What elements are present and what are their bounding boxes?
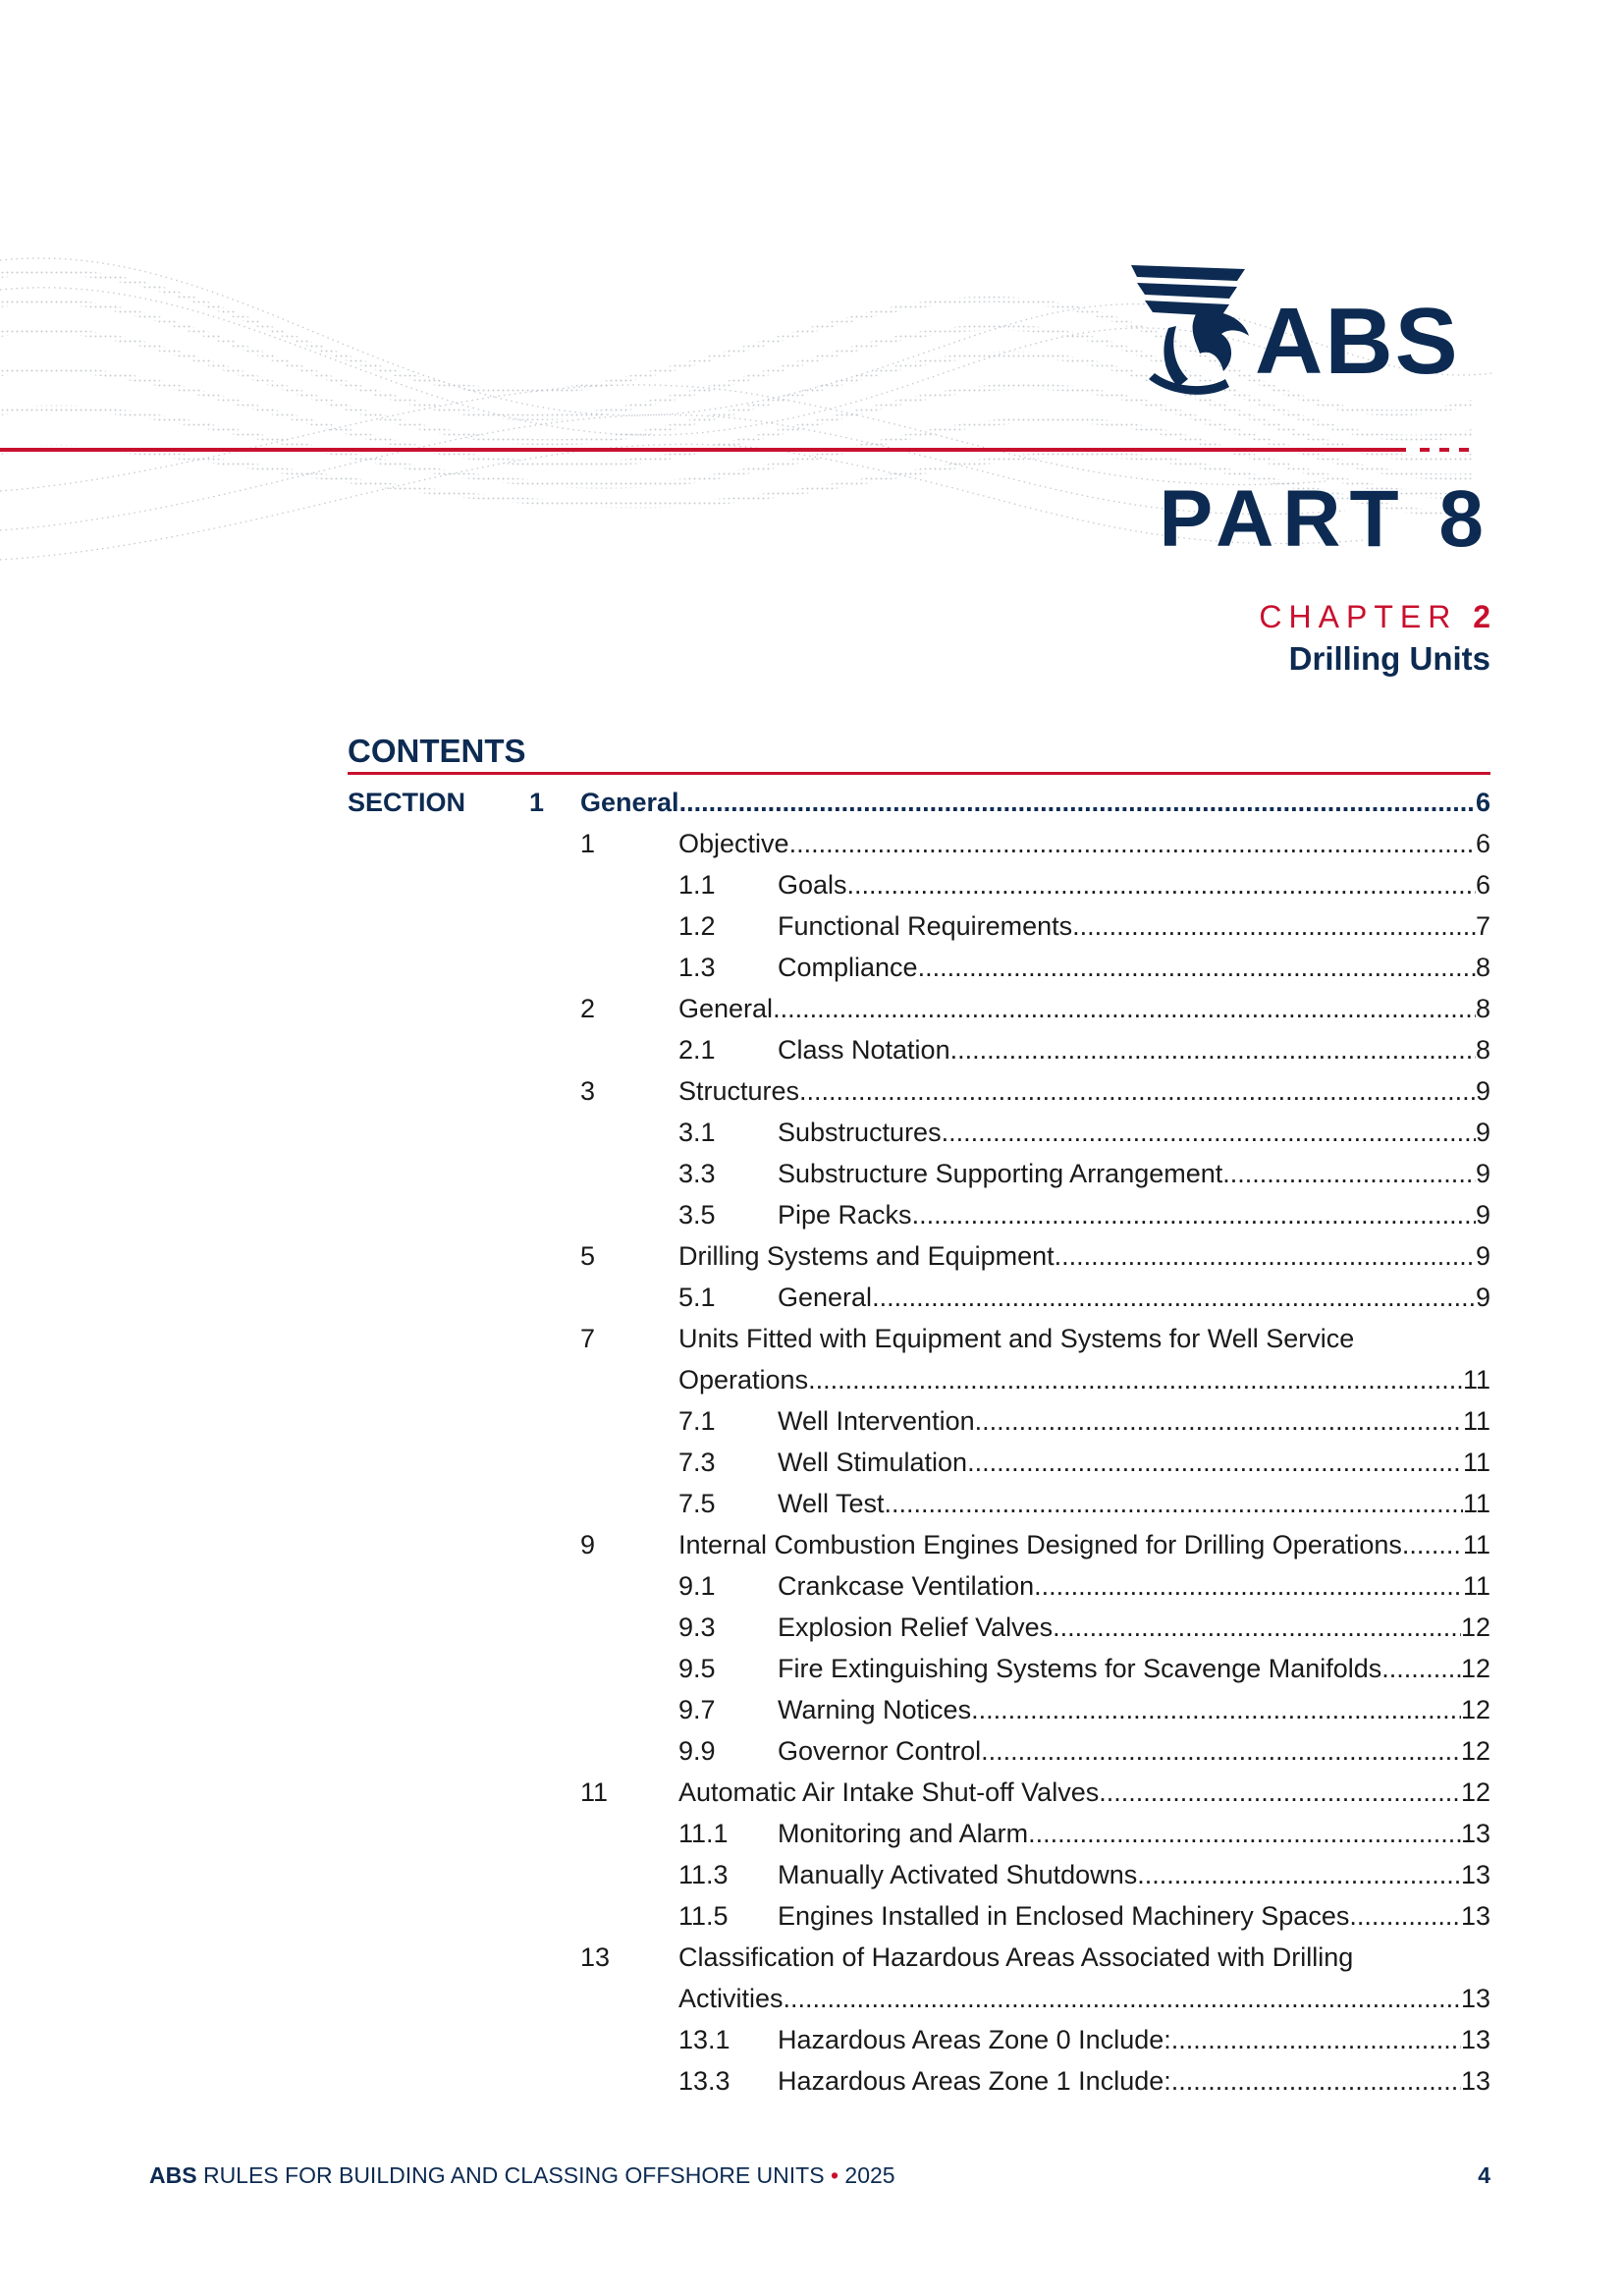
dot-leader: [1171, 2066, 1461, 2097]
toc-entry[interactable]: [348, 1483, 1490, 1524]
toc-leader: [778, 1200, 1490, 1230]
dot-leader: [784, 1984, 1461, 2014]
section-number: 1: [529, 788, 545, 817]
toc-leader: [778, 1118, 1490, 1148]
entry-number: 9.7: [678, 1695, 716, 1724]
toc-leader: [778, 911, 1490, 942]
entry-title: Compliance: [778, 953, 918, 982]
entry-page: 13: [1460, 1819, 1490, 1848]
entry-title: Well Intervention: [778, 1406, 975, 1436]
toc-entry[interactable]: [348, 1112, 1490, 1153]
toc-leader: [778, 1654, 1490, 1684]
toc-leader: [778, 1159, 1490, 1189]
entry-page: 13: [1460, 1984, 1490, 2013]
entry-number: 7.1: [678, 1406, 716, 1436]
page-number: 4: [1478, 2162, 1490, 2188]
toc-leader: [778, 1448, 1490, 1478]
dot-leader: [1349, 1901, 1461, 1932]
toc-entry[interactable]: [348, 1442, 1490, 1483]
entry-page: 9: [1475, 1118, 1490, 1147]
toc-entry[interactable]: [348, 1937, 1490, 2019]
toc-entry[interactable]: [348, 1895, 1490, 1937]
toc-leader: [778, 1613, 1490, 1643]
entry-page: 6: [1475, 829, 1490, 858]
dot-leader: [847, 870, 1476, 901]
entry-page: 12: [1460, 1613, 1490, 1642]
entry-number: 5.1: [678, 1283, 716, 1312]
toc-entry[interactable]: [348, 1235, 1490, 1277]
toc-entry[interactable]: [348, 864, 1490, 905]
entry-title: Objective: [678, 829, 789, 858]
entry-title: Pipe Racks: [778, 1200, 912, 1230]
entry-number: 9.9: [678, 1736, 716, 1766]
toc-leader: [678, 1984, 1490, 2014]
toc-entry[interactable]: [348, 947, 1490, 988]
entry-page: 12: [1460, 1777, 1490, 1807]
toc-leader: [778, 1035, 1490, 1066]
entry-page: 11: [1462, 1571, 1490, 1601]
toc-leader: [778, 2025, 1490, 2055]
dot-leader: [981, 1736, 1461, 1767]
dot-leader: [1402, 1530, 1463, 1560]
entry-page: 11: [1462, 1530, 1490, 1559]
toc-leader: [678, 1076, 1490, 1107]
entry-number: 3.5: [678, 1200, 716, 1230]
dot-leader: [789, 829, 1476, 859]
entry-number: 5: [580, 1241, 596, 1271]
entry-page: 9: [1475, 1076, 1490, 1106]
entry-number: 3.1: [678, 1118, 716, 1147]
entry-page: 13: [1460, 2025, 1490, 2054]
chapter-word: CHAPTER: [1259, 599, 1458, 634]
dot-leader: [1055, 1241, 1476, 1272]
toc-section-row[interactable]: [348, 782, 1490, 823]
entry-page: 9: [1475, 1283, 1490, 1312]
toc-entry[interactable]: [348, 1772, 1490, 1813]
entry-number: 9: [580, 1530, 596, 1559]
entry-page: 13: [1460, 2066, 1490, 2096]
entry-number: 11: [580, 1777, 609, 1807]
entry-page: 8: [1475, 953, 1490, 982]
red-dash: [1439, 448, 1449, 452]
entry-page: 11: [1462, 1365, 1490, 1394]
part-title: PART 8: [1159, 474, 1492, 564]
entry-page: 8: [1475, 994, 1490, 1023]
table-of-contents: [348, 782, 1490, 2102]
entry-title: Structures: [678, 1076, 800, 1106]
entry-title: Explosion Relief Valves: [778, 1613, 1054, 1642]
toc-leader: [678, 1530, 1490, 1560]
dot-leader: [950, 1035, 1476, 1066]
entry-title: Substructure Supporting Arrangement: [778, 1159, 1223, 1188]
dot-leader: [1171, 2025, 1461, 2055]
entry-number: 11.1: [678, 1819, 729, 1848]
toc-leader: [580, 788, 1490, 818]
entry-page: 11: [1462, 1406, 1490, 1436]
toc-entry[interactable]: [348, 1524, 1490, 1565]
toc-entry[interactable]: [348, 1400, 1490, 1442]
toc-leader: [778, 1736, 1490, 1767]
entry-page: 9: [1475, 1241, 1490, 1271]
toc-entry[interactable]: [348, 988, 1490, 1029]
entry-title: Operations: [678, 1365, 809, 1394]
toc-entry[interactable]: [348, 905, 1490, 947]
dot-leader: [912, 1200, 1476, 1230]
entry-number: 9.3: [678, 1613, 716, 1642]
dot-leader: [1222, 1159, 1476, 1189]
chapter-title: Drilling Units: [1288, 640, 1490, 677]
entry-title: Drilling Systems and Equipment: [678, 1241, 1055, 1271]
entry-title: Monitoring and Alarm: [778, 1819, 1029, 1848]
dot-leader: [1381, 1654, 1461, 1684]
entry-title: Warning Notices: [778, 1695, 972, 1724]
toc-entry[interactable]: [348, 1029, 1490, 1070]
entry-number: 11.5: [678, 1901, 729, 1931]
toc-entry[interactable]: [348, 1813, 1490, 1854]
entry-page: 8: [1475, 1035, 1490, 1065]
section-page: 6: [1475, 788, 1490, 817]
toc-leader: [678, 994, 1490, 1024]
toc-entry[interactable]: [348, 1854, 1490, 1895]
entry-number: 1.2: [678, 911, 716, 941]
entry-page: 6: [1475, 870, 1490, 900]
dot-leader: [679, 788, 1476, 818]
toc-leader: [678, 1365, 1490, 1395]
toc-entry[interactable]: [348, 1689, 1490, 1730]
toc-entry[interactable]: [348, 1277, 1490, 1318]
dot-leader: [975, 1406, 1463, 1437]
entry-title: Automatic Air Intake Shut-off Valves: [678, 1777, 1100, 1807]
toc-entry[interactable]: [348, 2019, 1490, 2060]
entry-number: 2: [580, 994, 596, 1023]
toc-leader: [778, 2066, 1490, 2097]
toc-entry[interactable]: [348, 1318, 1490, 1400]
toc-leader: [678, 1777, 1490, 1808]
entry-title: Fire Extinguishing Systems for Scavenge Manifolds: [778, 1654, 1382, 1683]
dot-leader: [799, 1076, 1476, 1107]
toc-leader: [778, 1819, 1490, 1849]
entry-title: Class Notation: [778, 1035, 950, 1065]
entry-number: 7: [580, 1324, 596, 1353]
toc-leader: [678, 1241, 1490, 1272]
entry-title: Engines Installed in Enclosed Machinery Spaces: [778, 1901, 1350, 1931]
entry-title: Functional Requirements: [778, 911, 1073, 941]
entry-number: 13: [580, 1942, 611, 1972]
toc-entry[interactable]: [348, 1648, 1490, 1689]
dot-leader: [1034, 1571, 1463, 1602]
dot-leader: [1072, 911, 1476, 942]
toc-entry[interactable]: [348, 823, 1490, 864]
entry-page: 11: [1462, 1489, 1490, 1518]
entry-title-line1: Classification of Hazardous Areas Associated with Drilling: [678, 1942, 1354, 1972]
entry-title: General: [778, 1283, 873, 1312]
toc-entry[interactable]: [348, 1070, 1490, 1112]
toc-entry[interactable]: [348, 1153, 1490, 1194]
dot-leader: [885, 1489, 1463, 1519]
entry-number: 2.1: [678, 1035, 716, 1065]
toc-entry[interactable]: [348, 1607, 1490, 1648]
toc-leader: [778, 1283, 1490, 1313]
toc-entry[interactable]: [348, 1565, 1490, 1607]
dot-leader: [942, 1118, 1476, 1148]
dot-leader: [971, 1695, 1461, 1725]
toc-leader: [778, 1571, 1490, 1602]
dot-leader: [918, 953, 1476, 983]
entry-number: 1.3: [678, 953, 716, 982]
toc-leader: [778, 1901, 1490, 1932]
entry-title: Hazardous Areas Zone 1 Include:: [778, 2066, 1171, 2096]
entry-number: 3.3: [678, 1159, 716, 1188]
entry-title: Governor Control: [778, 1736, 982, 1766]
toc-entry[interactable]: [348, 2060, 1490, 2102]
entry-page: 12: [1460, 1736, 1490, 1766]
entry-title: Well Test: [778, 1489, 885, 1518]
entry-number: 1.1: [678, 870, 716, 900]
footer-title: RULES FOR BUILDING AND CLASSING OFFSHORE UNITS: [202, 2162, 825, 2188]
dot-leader: [773, 994, 1476, 1024]
entry-title-line1: Units Fitted with Equipment and Systems for Well Service: [678, 1324, 1355, 1353]
section-title: General: [580, 788, 679, 817]
entry-number: 7.3: [678, 1448, 716, 1477]
contents-red-rule: [348, 772, 1490, 775]
eagle-emblem-icon: [1127, 257, 1265, 395]
footer-bullet: •: [830, 2162, 839, 2188]
chapter-number: 2: [1473, 599, 1490, 634]
entry-title: Hazardous Areas Zone 0 Include:: [778, 2025, 1171, 2054]
dot-leader: [1099, 1777, 1461, 1808]
section-label: SECTION: [348, 788, 466, 817]
abs-logo-wordmark: ABS: [1255, 289, 1460, 394]
entry-page: 7: [1475, 911, 1490, 941]
entry-page: 9: [1475, 1200, 1490, 1230]
toc-leader: [778, 1695, 1490, 1725]
toc-entry[interactable]: [348, 1194, 1490, 1235]
entry-title: General: [678, 994, 774, 1023]
page-footer: [149, 2164, 1490, 2187]
entry-page: 11: [1462, 1448, 1490, 1477]
entry-number: 11.3: [678, 1860, 729, 1889]
entry-number: 3: [580, 1076, 596, 1106]
entry-number: 13.3: [678, 2066, 730, 2096]
entry-title: Goals: [778, 870, 847, 900]
entry-page: 12: [1460, 1695, 1490, 1724]
entry-number: 13.1: [678, 2025, 730, 2054]
entry-number: 1: [580, 829, 596, 858]
entry-number: 9.1: [678, 1571, 716, 1601]
footer-year: 2025: [844, 2162, 895, 2188]
entry-title: Well Stimulation: [778, 1448, 968, 1477]
toc-leader: [778, 1489, 1490, 1519]
dot-leader: [1028, 1819, 1461, 1849]
dot-leader: [967, 1448, 1463, 1478]
toc-leader: [678, 829, 1490, 859]
header-red-rule: [0, 448, 1406, 452]
entry-page: 12: [1460, 1654, 1490, 1683]
entry-number: 9.5: [678, 1654, 716, 1683]
entry-number: 7.5: [678, 1489, 716, 1518]
dot-leader: [872, 1283, 1476, 1313]
toc-leader: [778, 870, 1490, 901]
entry-title: Crankcase Ventilation: [778, 1571, 1035, 1601]
dot-leader: [808, 1365, 1463, 1395]
toc-entry[interactable]: [348, 1730, 1490, 1772]
entry-page: 9: [1475, 1159, 1490, 1188]
entry-page: 13: [1460, 1901, 1490, 1931]
entry-title: Activities: [678, 1984, 784, 2013]
toc-leader: [778, 953, 1490, 983]
chapter-label: [1259, 601, 1490, 632]
dot-leader: [1137, 1860, 1461, 1890]
red-dash: [1420, 448, 1430, 452]
footer-brand: ABS: [149, 2162, 197, 2188]
red-dash: [1459, 448, 1469, 452]
entry-title: Substructures: [778, 1118, 942, 1147]
toc-leader: [778, 1406, 1490, 1437]
entry-title: Internal Combustion Engines Designed for Drilling Operations: [678, 1530, 1402, 1559]
contents-heading: CONTENTS: [348, 733, 526, 769]
dot-leader: [1053, 1613, 1461, 1643]
abs-logo: [1127, 257, 1481, 395]
entry-title: Manually Activated Shutdowns: [778, 1860, 1138, 1889]
entry-page: 13: [1460, 1860, 1490, 1889]
toc-leader: [778, 1860, 1490, 1890]
